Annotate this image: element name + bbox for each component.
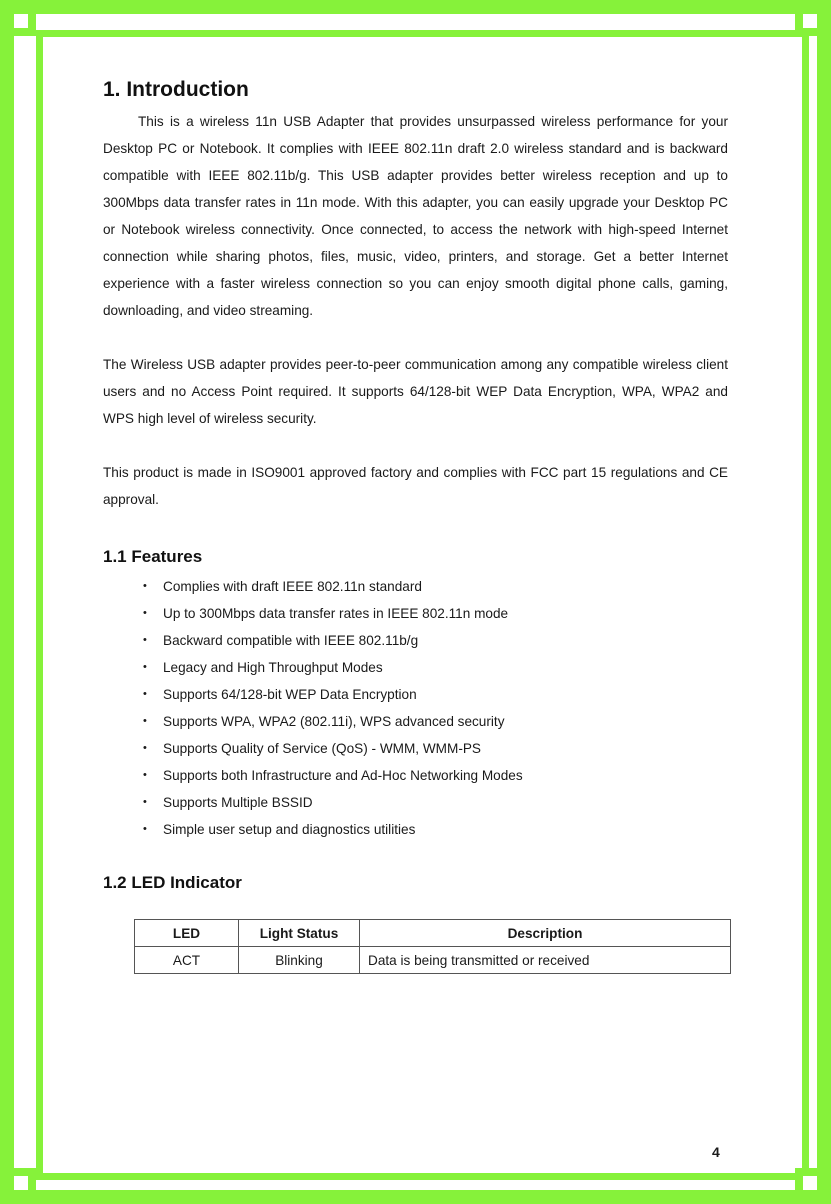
intro-paragraph-3: This product is made in ISO9001 approved factory and complies with FCC part 15 regulations and CE approval. [103,465,728,507]
page-border-top-band [28,0,812,9]
bullet-icon: • [143,661,147,673]
list-item: • Legacy and High Throughput Modes [103,654,728,681]
table-header-row [135,920,731,947]
frame-corner-top-right [795,14,817,36]
frame-corner-bottom-right [795,1168,817,1190]
features-list [103,573,728,843]
frame-corner-top-left [14,14,36,36]
list-item: • Supports both Infrastructure and Ad-Hoc Networking Modes [103,762,728,789]
page-border-bottom-band [28,1190,812,1199]
column-header-light-status: Light Status [239,920,360,947]
intro-paragraph-1: This is a wireless 11n USB Adapter that provides unsurpassed wireless performance for your Desktop PC or Notebook. It complies with IEEE 802.11n draft 2.0 wireless standard and is backward compatible with IEEE 802.11b/g. This USB adapter provides better wireless reception and up to 300Mbps data transfer rates in 11n mode. With this adapter, you can easily upgrade your Desktop PC or Notebook wireless connectivity. Once connected, to access the network with high-speed Internet connection while sharing photos, files, music, video, printers, and storage. Get a better Internet experience with a faster wireless connection so you can enjoy smooth digital phone calls, gaming, downloading, and video streaming. [103,114,728,318]
cell-description: Data is being transmitted or received [360,947,731,974]
list-item: • Simple user setup and diagnostics utilities [103,816,728,843]
column-header-led: LED [135,920,239,947]
page-content [103,78,728,974]
list-item: • Backward compatible with IEEE 802.11b/g [103,627,728,654]
bullet-icon: • [143,742,147,754]
bullet-icon: • [143,823,147,835]
page-number: 4 [712,1144,720,1160]
bullet-icon: • [143,607,147,619]
list-item: • Supports Quality of Service (QoS) - WMM, WMM-PS [103,735,728,762]
cell-light-status: Blinking [239,947,360,974]
section-heading-led-indicator: 1.2 LED Indicator [103,873,242,892]
bullet-icon: • [143,580,147,592]
list-item: • Supports Multiple BSSID [103,789,728,816]
list-item: • Up to 300Mbps data transfer rates in IEEE 802.11n mode [103,600,728,627]
intro-paragraph-2: The Wireless USB adapter provides peer-to-peer communication among any compatible wireless client users and no Access Point required. It supports 64/128-bit WEP Data Encryption, WPA, WPA2 and WPS high level of wireless security. [103,357,728,426]
frame-corner-bottom-left [14,1168,36,1190]
bullet-icon: • [143,688,147,700]
section-heading-introduction: 1. Introduction [103,78,249,101]
list-item: • Supports 64/128-bit WEP Data Encryption [103,681,728,708]
list-item: • Complies with draft IEEE 802.11n standard [103,573,728,600]
bullet-icon: • [143,715,147,727]
led-indicator-table [134,919,731,974]
list-item: • Supports WPA, WPA2 (802.11i), WPS advanced security [103,708,728,735]
cell-led: ACT [135,947,239,974]
column-header-description: Description [360,920,731,947]
bullet-icon: • [143,769,147,781]
section-heading-features: 1.1 Features [103,547,203,566]
bullet-icon: • [143,796,147,808]
bullet-icon: • [143,634,147,646]
table-row [135,947,731,974]
